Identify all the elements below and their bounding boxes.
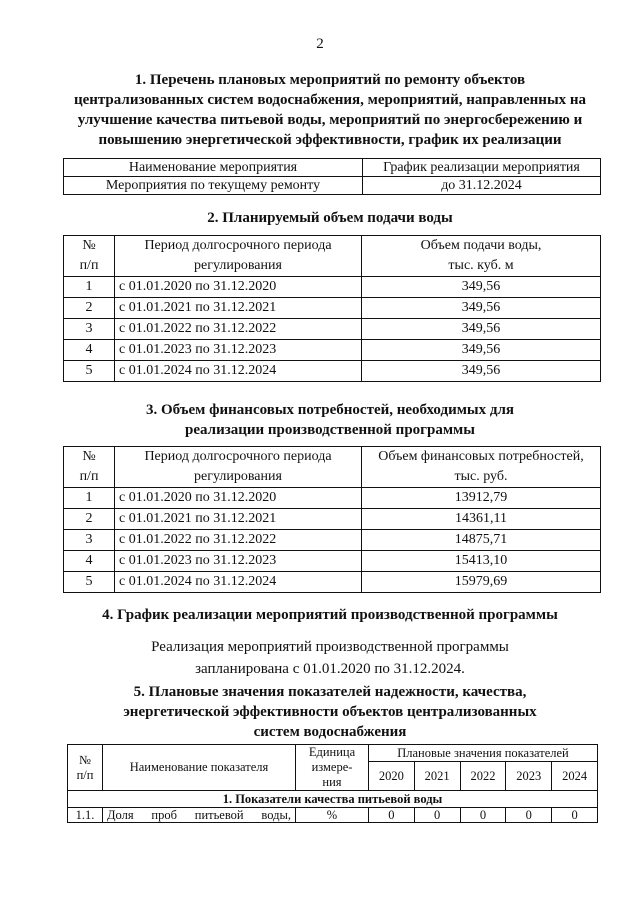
row-value: 0 (414, 808, 460, 823)
row-value: 0 (552, 808, 598, 823)
table-header-row (64, 236, 601, 277)
row-period: с 01.01.2024 по 31.12.2024 (115, 361, 362, 382)
row-value: 13912,79 (362, 488, 601, 509)
activities-table (63, 158, 601, 195)
row-value: 0 (369, 808, 415, 823)
section5-title-line: энергетической эффективности объектов централизованных (123, 704, 537, 720)
table-row (64, 530, 601, 551)
header-number (64, 236, 115, 277)
header-number (64, 447, 115, 488)
row-unit: % (296, 808, 369, 823)
section5-title-line: 5. Плановые значения показателей надежности, качества, (133, 684, 527, 700)
header-period (115, 447, 362, 488)
row-period: с 01.01.2021 по 31.12.2021 (115, 298, 362, 319)
section3-title (60, 400, 600, 440)
activity-name-cell: Мероприятия по текущему ремонту (64, 177, 363, 195)
table-header-row (68, 745, 598, 762)
header-activity-name: Наименование мероприятия (64, 159, 363, 177)
section3-title-line: 3. Объем финансовых потребностей, необходимых для (145, 402, 515, 418)
header-indicator-name: Наименование показателя (103, 745, 296, 791)
header-year: 2023 (506, 762, 552, 791)
section3-title-line: реализации производственной программы (185, 422, 475, 438)
schedule-cell: до 31.12.2024 (363, 177, 601, 195)
header-unit-line2: измере- (311, 760, 353, 774)
section1-title-line: повышению энергетической эффективности, график их реализации (98, 132, 562, 148)
row-period: с 01.01.2024 по 31.12.2024 (115, 572, 362, 593)
section5-title-line: систем водоснабжения (253, 724, 407, 740)
row-value: 349,56 (362, 319, 601, 340)
row-value: 15979,69 (362, 572, 601, 593)
row-value: 14875,71 (362, 530, 601, 551)
header-number-line2: п/п (79, 258, 99, 273)
header-financial-line2: тыс. руб. (454, 469, 508, 484)
header-number-line1: № (82, 449, 96, 464)
header-schedule: График реализации мероприятия (363, 159, 601, 177)
row-period: с 01.01.2021 по 31.12.2021 (115, 509, 362, 530)
header-financial-line1: Объем финансовых потребностей, (378, 449, 584, 464)
header-number-line1: № (82, 238, 96, 253)
header-year: 2020 (369, 762, 415, 791)
section1-title-line: централизованных систем водоснабжения, мероприятий, направленных на (73, 92, 587, 108)
row-number: 5 (64, 572, 115, 593)
row-period: с 01.01.2023 по 31.12.2023 (115, 551, 362, 572)
header-period-line1: Период долгосрочного периода (144, 449, 332, 464)
section1-title (60, 70, 600, 150)
header-number-line2: п/п (76, 767, 94, 782)
row-number: 5 (64, 361, 115, 382)
section4-text (60, 636, 600, 680)
header-year: 2022 (460, 762, 506, 791)
financial-needs-table (63, 446, 601, 593)
section4-text-line: Реализация мероприятий производственной программы (151, 639, 509, 655)
table-row (64, 572, 601, 593)
row-period: с 01.01.2023 по 31.12.2023 (115, 340, 362, 361)
header-period-line1: Период долгосрочного периода (144, 238, 332, 253)
header-unit (296, 745, 369, 791)
row-value: 349,56 (362, 277, 601, 298)
row-value: 0 (460, 808, 506, 823)
water-supply-table (63, 235, 601, 382)
header-number-line1: № (79, 752, 91, 767)
table-section-row (68, 791, 598, 808)
row-period: с 01.01.2022 по 31.12.2022 (115, 319, 362, 340)
table-header-row (64, 447, 601, 488)
header-unit-line3: ния (322, 775, 342, 789)
section4-title: 4. График реализации мероприятий производственной программы (102, 607, 558, 623)
header-volume-line1: Объем подачи воды, (420, 238, 542, 253)
row-value: 349,56 (362, 340, 601, 361)
row-number: 4 (64, 340, 115, 361)
section5-title (60, 682, 600, 742)
section4-text-line: запланирована с 01.01.2020 по 31.12.2024. (195, 661, 465, 677)
table-row (64, 361, 601, 382)
table-row (64, 340, 601, 361)
row-value: 0 (506, 808, 552, 823)
row-period: с 01.01.2020 по 31.12.2020 (115, 277, 362, 298)
section1-title-line: улучшение качества питьевой воды, мероприятий по энергосбережению и (77, 112, 583, 128)
row-number: 3 (64, 530, 115, 551)
indicators-table (67, 744, 598, 823)
table-row (64, 177, 601, 195)
row-number: 1 (64, 488, 115, 509)
table-row (64, 298, 601, 319)
row-number: 1 (64, 277, 115, 298)
table-row (64, 319, 601, 340)
header-volume (362, 236, 601, 277)
header-period-line2: регулирования (194, 469, 282, 484)
header-number-line2: п/п (79, 469, 99, 484)
section1-title-line: 1. Перечень плановых мероприятий по ремонту объектов (134, 72, 526, 88)
row-number: 2 (64, 298, 115, 319)
page-number: 2 (316, 36, 324, 52)
table-row (64, 509, 601, 530)
row-number: 2 (64, 509, 115, 530)
header-volume-line2: тыс. куб. м (448, 258, 514, 273)
subsection-title: 1. Показатели качества питьевой воды (68, 791, 598, 808)
section2-title: 2. Планируемый объем подачи воды (207, 210, 453, 226)
table-row (68, 808, 598, 823)
row-number: 3 (64, 319, 115, 340)
row-period: с 01.01.2020 по 31.12.2020 (115, 488, 362, 509)
row-period: с 01.01.2022 по 31.12.2022 (115, 530, 362, 551)
header-financial (362, 447, 601, 488)
table-row (64, 488, 601, 509)
row-indicator-name: Доля проб питьевой воды, (103, 808, 296, 823)
row-number: 1.1. (68, 808, 103, 823)
header-number (68, 745, 103, 791)
header-year: 2021 (414, 762, 460, 791)
row-value: 15413,10 (362, 551, 601, 572)
row-value: 14361,11 (362, 509, 601, 530)
header-period-line2: регулирования (194, 258, 282, 273)
header-period (115, 236, 362, 277)
row-value: 349,56 (362, 361, 601, 382)
row-value: 349,56 (362, 298, 601, 319)
header-year: 2024 (552, 762, 598, 791)
table-row (64, 277, 601, 298)
header-planned-values: Плановые значения показателей (369, 745, 598, 762)
table-row (64, 551, 601, 572)
header-unit-line1: Единица (308, 745, 356, 759)
table-header-row (64, 159, 601, 177)
row-number: 4 (64, 551, 115, 572)
